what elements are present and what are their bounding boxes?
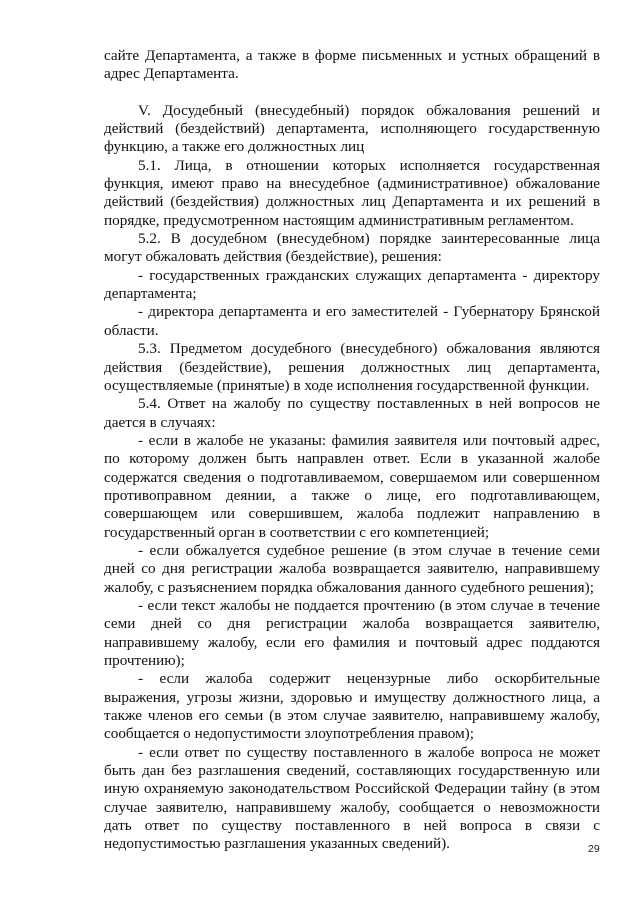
paragraph: сайте Департамента, а также в форме письменных и устных обращений в адрес Департамента. <box>104 47 600 83</box>
paragraph: 5.2. В досудебном (внесудебном) порядке заинтересованные лица могут обжаловать действия (бездействие), решения: <box>104 230 600 266</box>
paragraph: - если ответ по существу поставленного в жалобе вопроса не может быть дан без разглашения сведений, составляющих государственную или иную охраняемую законодательством Российской Федерации тайну (в этом случае заявителю, направившему жалобу, сообщается о невозможности дать ответ по существу поставленного в ней вопроса в связи с недопустимостью разглашения указанных сведений). <box>104 743 600 853</box>
paragraph: - государственных гражданских служащих департамента - директору департамента; <box>104 266 600 303</box>
page-number: 29 <box>588 843 600 855</box>
paragraph: - директора департамента и его заместителей - Губернатору Брянской области. <box>104 303 600 339</box>
paragraph: - если в жалобе не указаны: фамилия заявителя или почтовый адрес, по которому должен быть направлен ответ. Если в указанной жалобе содержатся сведения о подготавливаемом, совершаемом или совершенном противоправном деянии, а также о лице, его подготавливающем, совершающем или совершившем, жалоба подлежит направлению в государственный орган в соответствии с его компетенцией; <box>104 431 600 541</box>
paragraph: - если жалоба содержит нецензурные либо оскорбительные выражения, угрозы жизни, здоровью и имуществу должностного лица, а также членов его семьи (в этом случае заявителю, направившему жалобу, сообщается о недопустимости злоупотребления правом); <box>104 670 600 743</box>
paragraph: 5.3. Предметом досудебного (внесудебного) обжалования являются действия (бездействие), решения должностных лиц департамента, осуществляемые (принятые) в ходе исполнения государственной функции. <box>104 340 600 394</box>
document-body <box>104 47 600 854</box>
paragraph: 5.4. Ответ на жалобу по существу поставленных в ней вопросов не дается в случаях: <box>104 395 600 431</box>
paragraph-gap <box>104 84 600 102</box>
paragraph: - если обжалуется судебное решение (в этом случае в течение семи дней со дня регистрации жалоба возвращается заявителю, направившему жалобу, с разъяснением порядка обжалования данного судебного решения); <box>104 541 600 596</box>
paragraph: V. Досудебный (внесудебный) порядок обжалования решений и действий (бездействий) департамента, исполняющего государственную функцию, а также его должностных лиц <box>104 101 600 156</box>
paragraph: - если текст жалобы не поддается прочтению (в этом случае в течение семи дней со дня регистрации жалоба возвращается заявителю, направившему жалобу, если его фамилия и почтовый адрес поддаются прочтению); <box>104 596 600 669</box>
paragraph: 5.1. Лица, в отношении которых исполняется государственная функция, имеют право на внесудебное (административное) обжалование действий (бездействия) должностных лиц Департамента и их решений в порядке, предусмотренном настоящим административным регламентом. <box>104 156 600 229</box>
